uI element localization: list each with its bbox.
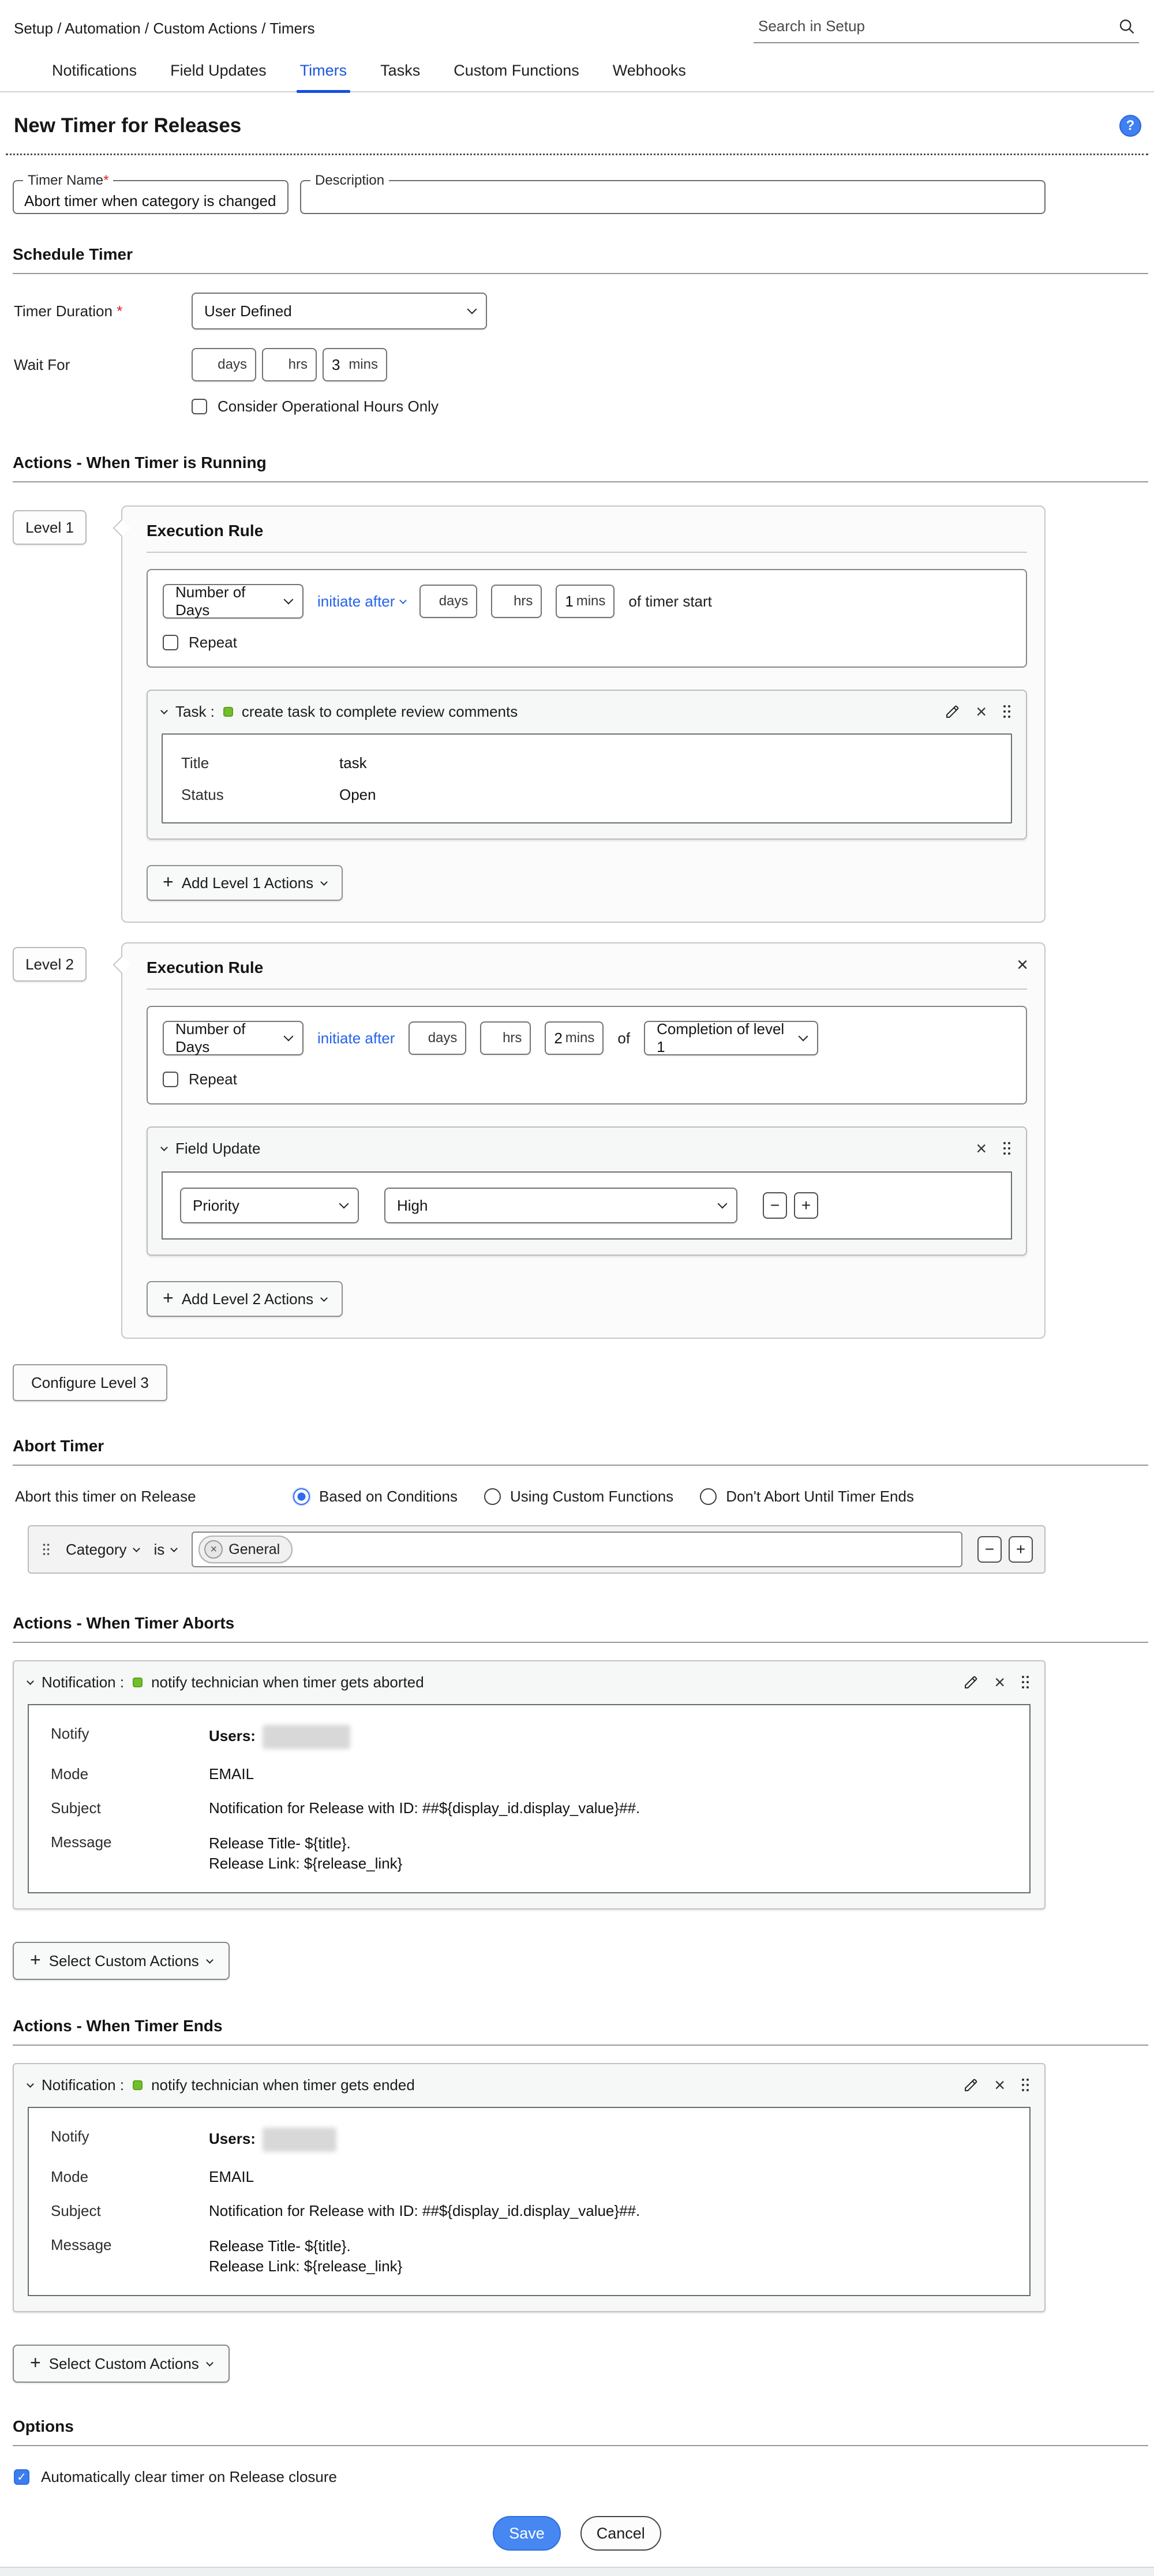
auto-clear-checkbox[interactable] xyxy=(14,2469,29,2485)
condition-chip xyxy=(198,1536,293,1563)
days-unit-label: days xyxy=(428,1030,458,1046)
status-green-icon xyxy=(223,707,233,717)
mins-value: 2 xyxy=(554,1029,563,1047)
configure-level3-button[interactable]: Configure Level 3 xyxy=(13,1364,167,1401)
repeat-label: Repeat xyxy=(189,634,237,651)
row-value: task xyxy=(339,754,367,772)
row-label: Notify xyxy=(51,1725,89,1742)
add-level2-actions-button[interactable] xyxy=(147,1281,343,1317)
chevron-down-icon xyxy=(284,1032,294,1042)
execution-rule-title: Execution Rule xyxy=(147,958,264,976)
add-condition-button[interactable]: + xyxy=(1009,1536,1033,1563)
add-level2-actions-label: Add Level 2 Actions xyxy=(181,1290,314,1308)
section-divider xyxy=(13,2045,1148,2046)
field-value: High xyxy=(397,1196,428,1214)
section-divider xyxy=(13,481,1148,482)
drag-handle-icon[interactable] xyxy=(1020,1675,1031,1690)
question-icon: ? xyxy=(1126,118,1135,133)
wait-mins-input[interactable] xyxy=(323,348,387,381)
days-unit-label: days xyxy=(439,593,469,609)
section-divider xyxy=(13,2445,1148,2446)
tab-timers[interactable]: Timers xyxy=(299,62,349,91)
required-asterisk: * xyxy=(103,173,109,188)
timer-name-field[interactable] xyxy=(13,173,288,214)
condition-value-input[interactable] xyxy=(192,1532,962,1567)
remove-condition-button[interactable]: − xyxy=(977,1536,1002,1563)
section-divider xyxy=(13,1642,1148,1643)
dotted-separator xyxy=(6,153,1148,155)
tab-tasks[interactable]: Tasks xyxy=(380,62,421,79)
chevron-down-icon xyxy=(170,1545,178,1552)
tabs-row xyxy=(0,62,1154,92)
row-label: Subject xyxy=(51,2202,101,2220)
add-row-button[interactable]: + xyxy=(794,1192,818,1219)
breadcrumb: Setup / Automation / Custom Actions / Timers xyxy=(14,20,315,37)
plus-icon: + xyxy=(163,871,174,892)
status-green-icon xyxy=(133,2080,143,2090)
level2-badge[interactable]: Level 2 xyxy=(13,947,87,982)
level1-badge[interactable]: Level 1 xyxy=(13,510,87,545)
initiate-after-label: initiate after xyxy=(317,592,395,610)
initiate-after-link[interactable] xyxy=(317,1029,395,1047)
row-label: Subject xyxy=(51,1799,101,1817)
level2-hrs-input[interactable] xyxy=(480,1021,531,1055)
level1-panel xyxy=(121,506,1046,923)
collapse-chevron-icon[interactable] xyxy=(27,2080,34,2088)
task-detail-table xyxy=(162,733,1012,823)
level2-repeat-checkbox[interactable] xyxy=(163,1072,178,1087)
radio-label: Based on Conditions xyxy=(319,1488,458,1505)
task-card xyxy=(147,690,1027,840)
panel-notch xyxy=(113,519,130,537)
timer-duration-select[interactable] xyxy=(192,293,487,330)
remove-icon[interactable]: × xyxy=(994,1672,1005,1693)
task-type-label: Task : xyxy=(175,702,215,720)
of-label: of xyxy=(617,1029,631,1047)
edit-icon[interactable] xyxy=(945,703,961,720)
mins-unit-label: mins xyxy=(565,1030,595,1046)
level1-mins-input[interactable] xyxy=(556,585,615,618)
page-title: New Timer for Releases xyxy=(14,114,242,137)
of-value: Completion of level 1 xyxy=(657,1020,785,1055)
notification-card-abort xyxy=(13,1660,1046,1909)
message-line: Release Title- ${title}. xyxy=(209,1834,351,1852)
row-label: Message xyxy=(51,1833,112,1851)
initiate-after-link[interactable] xyxy=(317,593,406,611)
message-line: Release Link: ${release_link} xyxy=(209,1855,403,1873)
level2-of-select[interactable] xyxy=(644,1021,818,1055)
abort-timer-heading: Abort Timer xyxy=(13,1437,104,1455)
search-input[interactable] xyxy=(758,17,1081,35)
row-label: Title xyxy=(181,754,209,772)
radio-label: Using Custom Functions xyxy=(509,1488,674,1505)
days-unit-label: days xyxy=(218,357,247,372)
chevron-down-icon xyxy=(284,595,294,605)
level1-repeat-checkbox[interactable] xyxy=(163,635,178,650)
radio-using-custom-functions[interactable] xyxy=(484,1488,673,1506)
drag-handle-icon[interactable] xyxy=(1002,704,1012,719)
table-row xyxy=(29,1825,1029,1882)
notification-name: notify technician when timer gets ended xyxy=(151,2076,415,2094)
wait-days-input[interactable] xyxy=(192,348,256,381)
actions-aborts-heading: Actions - When Timer Aborts xyxy=(13,1614,235,1632)
initiate-after-label: initiate after xyxy=(317,1029,395,1047)
table-row xyxy=(163,779,1011,811)
hrs-unit-label: hrs xyxy=(503,1030,522,1046)
drag-handle-icon[interactable] xyxy=(1002,1141,1012,1156)
remove-icon[interactable]: × xyxy=(976,1138,987,1159)
chevron-down-icon xyxy=(320,878,328,886)
level1-metric-select[interactable] xyxy=(163,584,304,619)
operational-hours-label: Consider Operational Hours Only xyxy=(218,398,439,415)
select-custom-actions-label: Select Custom Actions xyxy=(48,2354,199,2372)
top-bar xyxy=(0,0,1154,43)
select-custom-actions-button[interactable] xyxy=(13,2345,230,2383)
condition-operator-value: is xyxy=(153,1540,165,1558)
chevron-down-icon xyxy=(718,1199,728,1209)
repeat-label: Repeat xyxy=(189,1070,237,1088)
condition-field-value: Category xyxy=(66,1540,127,1558)
notification-type-label: Notification : xyxy=(42,2076,125,2094)
chevron-down-icon xyxy=(206,2360,213,2367)
section-divider xyxy=(13,1465,1148,1466)
tab-custom-functions[interactable]: Custom Functions xyxy=(454,62,579,79)
message-line: Release Link: ${release_link} xyxy=(209,2257,403,2275)
row-label: Mode xyxy=(51,1765,89,1783)
row-value: EMAIL xyxy=(209,2168,254,2186)
remove-icon[interactable]: × xyxy=(976,701,987,722)
hrs-unit-label: hrs xyxy=(288,357,308,372)
description-field[interactable] xyxy=(300,173,1046,214)
users-label: Users: xyxy=(209,1727,256,1744)
redacted-users-value xyxy=(263,2128,336,2152)
radio-label: Don't Abort Until Timer Ends xyxy=(726,1488,914,1505)
row-value: EMAIL xyxy=(209,1765,254,1783)
operational-hours-checkbox[interactable] xyxy=(192,399,207,414)
table-row xyxy=(29,2228,1029,2285)
timer-name-value[interactable]: Abort timer when category is changed xyxy=(24,192,276,209)
save-button[interactable]: Save xyxy=(493,2516,561,2551)
drag-handle-icon[interactable] xyxy=(42,1542,51,1556)
condition-operator-select[interactable] xyxy=(154,1541,177,1559)
field-select[interactable] xyxy=(180,1188,359,1223)
actions-running-heading: Actions - When Timer is Running xyxy=(13,454,267,471)
level2-mins-input[interactable] xyxy=(545,1021,604,1055)
level1-rule-box xyxy=(147,569,1027,668)
description-label: Description xyxy=(315,173,385,188)
level2-days-input[interactable] xyxy=(409,1021,466,1055)
notification-detail-table xyxy=(28,1704,1031,1893)
close-level2-icon[interactable]: × xyxy=(1017,954,1028,976)
actions-ends-heading: Actions - When Timer Ends xyxy=(13,2017,223,2035)
help-button[interactable] xyxy=(1119,115,1141,137)
table-row xyxy=(29,2120,1029,2160)
mins-unit-label: mins xyxy=(349,357,378,372)
level1-days-input[interactable] xyxy=(419,585,477,618)
radio-based-on-conditions[interactable] xyxy=(293,1488,458,1506)
table-row xyxy=(29,2194,1029,2228)
chevron-down-icon xyxy=(400,597,407,604)
notification-name: notify technician when timer gets aborted xyxy=(151,1673,424,1691)
row-value: Notification for Release with ID: ##${display_id.display_value}##. xyxy=(209,1799,640,1817)
mins-value: 1 xyxy=(565,592,574,610)
field-update-card xyxy=(147,1126,1027,1256)
level2-rule-box xyxy=(147,1006,1027,1104)
table-row xyxy=(163,747,1011,779)
chip-label: General xyxy=(228,1541,280,1557)
select-custom-actions-label: Select Custom Actions xyxy=(48,1952,199,1970)
chevron-down-icon xyxy=(799,1032,808,1042)
collapse-chevron-icon[interactable] xyxy=(27,1678,34,1685)
chevron-down-icon xyxy=(339,1199,349,1209)
auto-clear-label: Automatically clear timer on Release closure xyxy=(41,2468,337,2486)
collapse-chevron-icon[interactable] xyxy=(160,1144,168,1151)
notification-type-label: Notification : xyxy=(42,1673,125,1691)
chevron-down-icon xyxy=(467,305,477,314)
message-line: Release Title- ${title}. xyxy=(209,2237,351,2255)
plus-icon: + xyxy=(30,2352,41,2373)
abort-condition-row xyxy=(28,1525,1046,1574)
wait-mins-value: 3 xyxy=(332,355,340,373)
select-custom-actions-button[interactable] xyxy=(13,1942,230,1980)
panel-divider xyxy=(147,989,1027,990)
cancel-button[interactable]: Cancel xyxy=(580,2516,661,2551)
tab-field-updates[interactable]: Field Updates xyxy=(170,62,267,79)
timer-duration-label: Timer Duration xyxy=(14,302,113,320)
footer-strip xyxy=(0,2567,1154,2576)
wait-for-label: Wait For xyxy=(14,355,70,373)
row-label: Mode xyxy=(51,2168,89,2186)
drag-handle-icon[interactable] xyxy=(1020,2077,1031,2092)
panel-divider xyxy=(147,552,1027,553)
row-value: Open xyxy=(339,786,376,803)
level1-hrs-input[interactable] xyxy=(491,585,542,618)
radio-icon xyxy=(484,1488,501,1505)
search-box[interactable] xyxy=(754,17,1139,43)
required-asterisk: * xyxy=(117,302,123,320)
panel-notch xyxy=(113,956,130,974)
metric-value: Number of Days xyxy=(175,583,246,619)
radio-dont-abort-until-ends[interactable] xyxy=(700,1488,914,1506)
abort-on-release-label: Abort this timer on Release xyxy=(15,1488,196,1505)
notification-detail-table xyxy=(28,2107,1031,2296)
chevron-down-icon xyxy=(320,1294,328,1302)
search-icon[interactable] xyxy=(1118,18,1136,35)
check-icon: ✓ xyxy=(17,2471,27,2484)
notification-card-end xyxy=(13,2063,1046,2312)
row-label: Message xyxy=(51,2236,112,2254)
tab-notifications[interactable]: Notifications xyxy=(52,62,137,79)
redacted-users-value xyxy=(263,1725,350,1749)
metric-value: Number of Days xyxy=(175,1020,246,1055)
chevron-down-icon xyxy=(206,1956,213,1964)
timer-name-label: Timer Name xyxy=(28,173,104,188)
remove-icon[interactable]: × xyxy=(994,2075,1005,2096)
row-label: Notify xyxy=(51,2128,89,2146)
chevron-down-icon xyxy=(133,1545,140,1552)
users-label: Users: xyxy=(209,2130,256,2148)
table-row xyxy=(29,1791,1029,1825)
field-value-select[interactable] xyxy=(384,1188,737,1223)
tab-webhooks[interactable]: Webhooks xyxy=(612,62,686,79)
radio-icon xyxy=(700,1488,717,1505)
schedule-timer-heading: Schedule Timer xyxy=(13,245,133,263)
timer-duration-value: User Defined xyxy=(204,302,292,320)
remove-row-button[interactable]: − xyxy=(763,1192,787,1219)
section-divider xyxy=(13,273,1148,274)
collapse-chevron-icon[interactable] xyxy=(160,707,168,714)
mins-unit-label: mins xyxy=(576,593,606,609)
chip-remove-icon[interactable]: × xyxy=(204,1540,223,1559)
level2-metric-select[interactable] xyxy=(163,1021,304,1055)
status-green-icon xyxy=(133,1678,143,1687)
table-row xyxy=(29,1757,1029,1791)
wait-hrs-input[interactable] xyxy=(262,348,317,381)
add-level1-actions-label: Add Level 1 Actions xyxy=(181,874,314,892)
edit-icon[interactable] xyxy=(963,1674,979,1690)
options-heading: Options xyxy=(13,2417,74,2436)
level2-panel xyxy=(121,942,1046,1339)
hrs-unit-label: hrs xyxy=(514,593,533,609)
timer-start-suffix: of timer start xyxy=(628,592,712,610)
description-value[interactable] xyxy=(310,190,1035,192)
field-update-title: Field Update xyxy=(175,1139,261,1157)
edit-icon[interactable] xyxy=(963,2077,979,2093)
radio-selected-icon xyxy=(293,1488,310,1505)
add-level1-actions-button[interactable] xyxy=(147,865,343,901)
execution-rule-title: Execution Rule xyxy=(147,522,264,540)
row-label: Status xyxy=(181,786,224,803)
table-row xyxy=(29,1717,1029,1757)
table-row xyxy=(29,2160,1029,2194)
plus-icon: + xyxy=(30,1949,41,1971)
plus-icon: + xyxy=(163,1287,174,1308)
condition-field-select[interactable] xyxy=(66,1541,139,1559)
task-name: create task to complete review comments xyxy=(241,702,518,720)
field-update-row xyxy=(162,1171,1012,1240)
field-name: Priority xyxy=(193,1196,239,1214)
row-value: Notification for Release with ID: ##${display_id.display_value}##. xyxy=(209,2202,640,2220)
